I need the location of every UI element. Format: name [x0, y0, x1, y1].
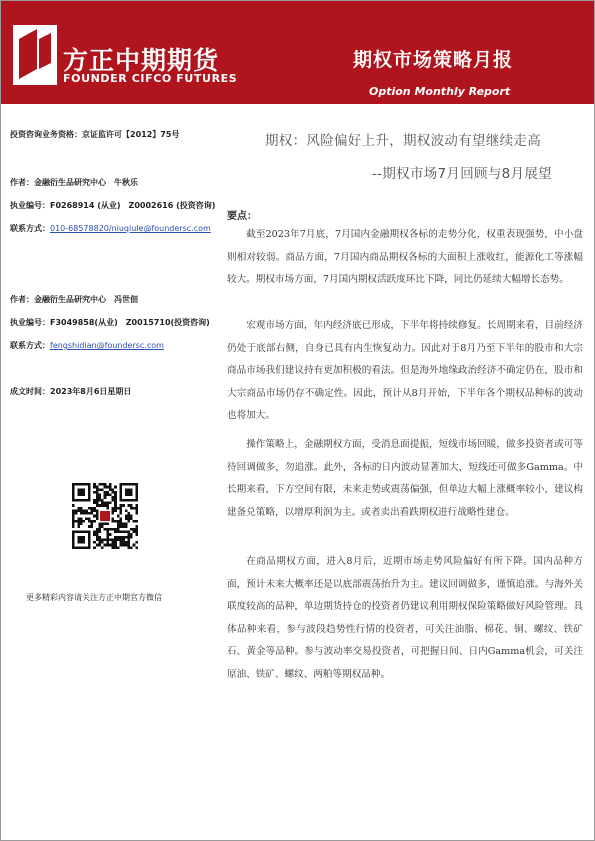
article-title: 期权：风险偏好上升，期权波动有望继续走高: [265, 133, 541, 149]
body-paragraph-4: 在商品期权方面，进入8月后，近期市场走势风险偏好有所下降。国内品种方面，预计未来大概率还是以底部震荡抬升为主。建议回调做多，谨慎追涨。与海外关联度较高的品种，单边期货持仓的投资者仍建议利用期权保险策略做好风险管理。具体品种来看，参与波段趋势性行情的投资者，可关注油脂、棉花、铜、螺纹、铁矿石、黄金等品种。参与波动率交易投资者，可把握日间、日内Gamma机会，可关注原油、铁矿、螺纹、两粕等期权品种。: [227, 556, 583, 680]
wechat-qr-code[interactable]: [72, 483, 138, 549]
body-paragraph-2: 宏观市场方面，年内经济底已形成，下半年将持续修复。长周期来看，目前经济仍处于底部右侧，自身已具有内生恢复动力。因此对于8月乃至下半年的股市和大宗商品市场我们建议持有更加积极的看法。但是海外地缘政治经济不确定仍在，股市和大宗商品市场仍存不确定性。因此，预计从8月开始，下半年各个期权品种标的波动也将加大。: [227, 320, 583, 422]
author2-email-link[interactable]: fengshidian@foundersc.com: [50, 341, 164, 350]
author2-contact-label: 联系方式：: [10, 341, 50, 350]
body-paragraph-1: 截至2023年7月底，7月国内金融期权各标的走势分化，权重表现强势，中小盘则相对较弱。商品方面，7月国内商品期权各标的大面积上涨收红，能源化工等涨幅较大。期权市场方面，7月国内期权活跃度环比下降，同比仍延续大幅增长态势。: [227, 229, 583, 286]
publish-date: 成文时间：2023年8月6日星期日: [10, 387, 132, 396]
license-info: 投资咨询业务资格：京证监许可【2012】75号: [10, 130, 180, 139]
author2-number: 执业编号：F3049858(从业) Z0015710(投资咨询): [10, 318, 210, 327]
keypoints-label: 要点：: [227, 211, 257, 222]
author1-contact: [10, 223, 211, 234]
author1-email-link[interactable]: 010-68578820/niuqiule@foundersc.com: [50, 224, 211, 233]
brand-name-cn: 方正中期期货: [63, 46, 220, 75]
founder-logo-icon: [13, 25, 57, 85]
qr-caption: 更多精彩内容请关注方正中期官方微信: [26, 593, 162, 602]
report-header: [1, 1, 594, 104]
report-title: 期权市场策略月报: [353, 49, 514, 71]
body-paragraph-3: 操作策略上，金融期权方面，受消息面提振，短线市场回暖，做多投资者或可等待回调做多，勿追涨。此外，各标的日内波动显著加大，短线还可做多Gamma。中长期来看，下方空间有限，未来走势或震荡偏强，但单边大幅上涨概率较小，建议构建备兑策略，以增厚利润为主。或者卖出看跌期权进行战略性建仓。: [227, 439, 583, 518]
article-subtitle: --期权市场7月回顾与8月展望: [372, 166, 552, 182]
report-subtitle: Option Monthly Report: [369, 85, 511, 98]
author1-name: 作者：金融衍生品研究中心 牛秋乐: [10, 178, 138, 187]
author2-contact: [10, 340, 164, 351]
brand-name-en: FOUNDER CIFCO FUTURES: [63, 72, 238, 85]
author1-number: 执业编号：F0268914 (从业) Z0002616 (投资咨询): [10, 201, 216, 210]
author2-name: 作者：金融衍生品研究中心 冯世佃: [10, 295, 138, 304]
author1-contact-label: 联系方式：: [10, 224, 50, 233]
